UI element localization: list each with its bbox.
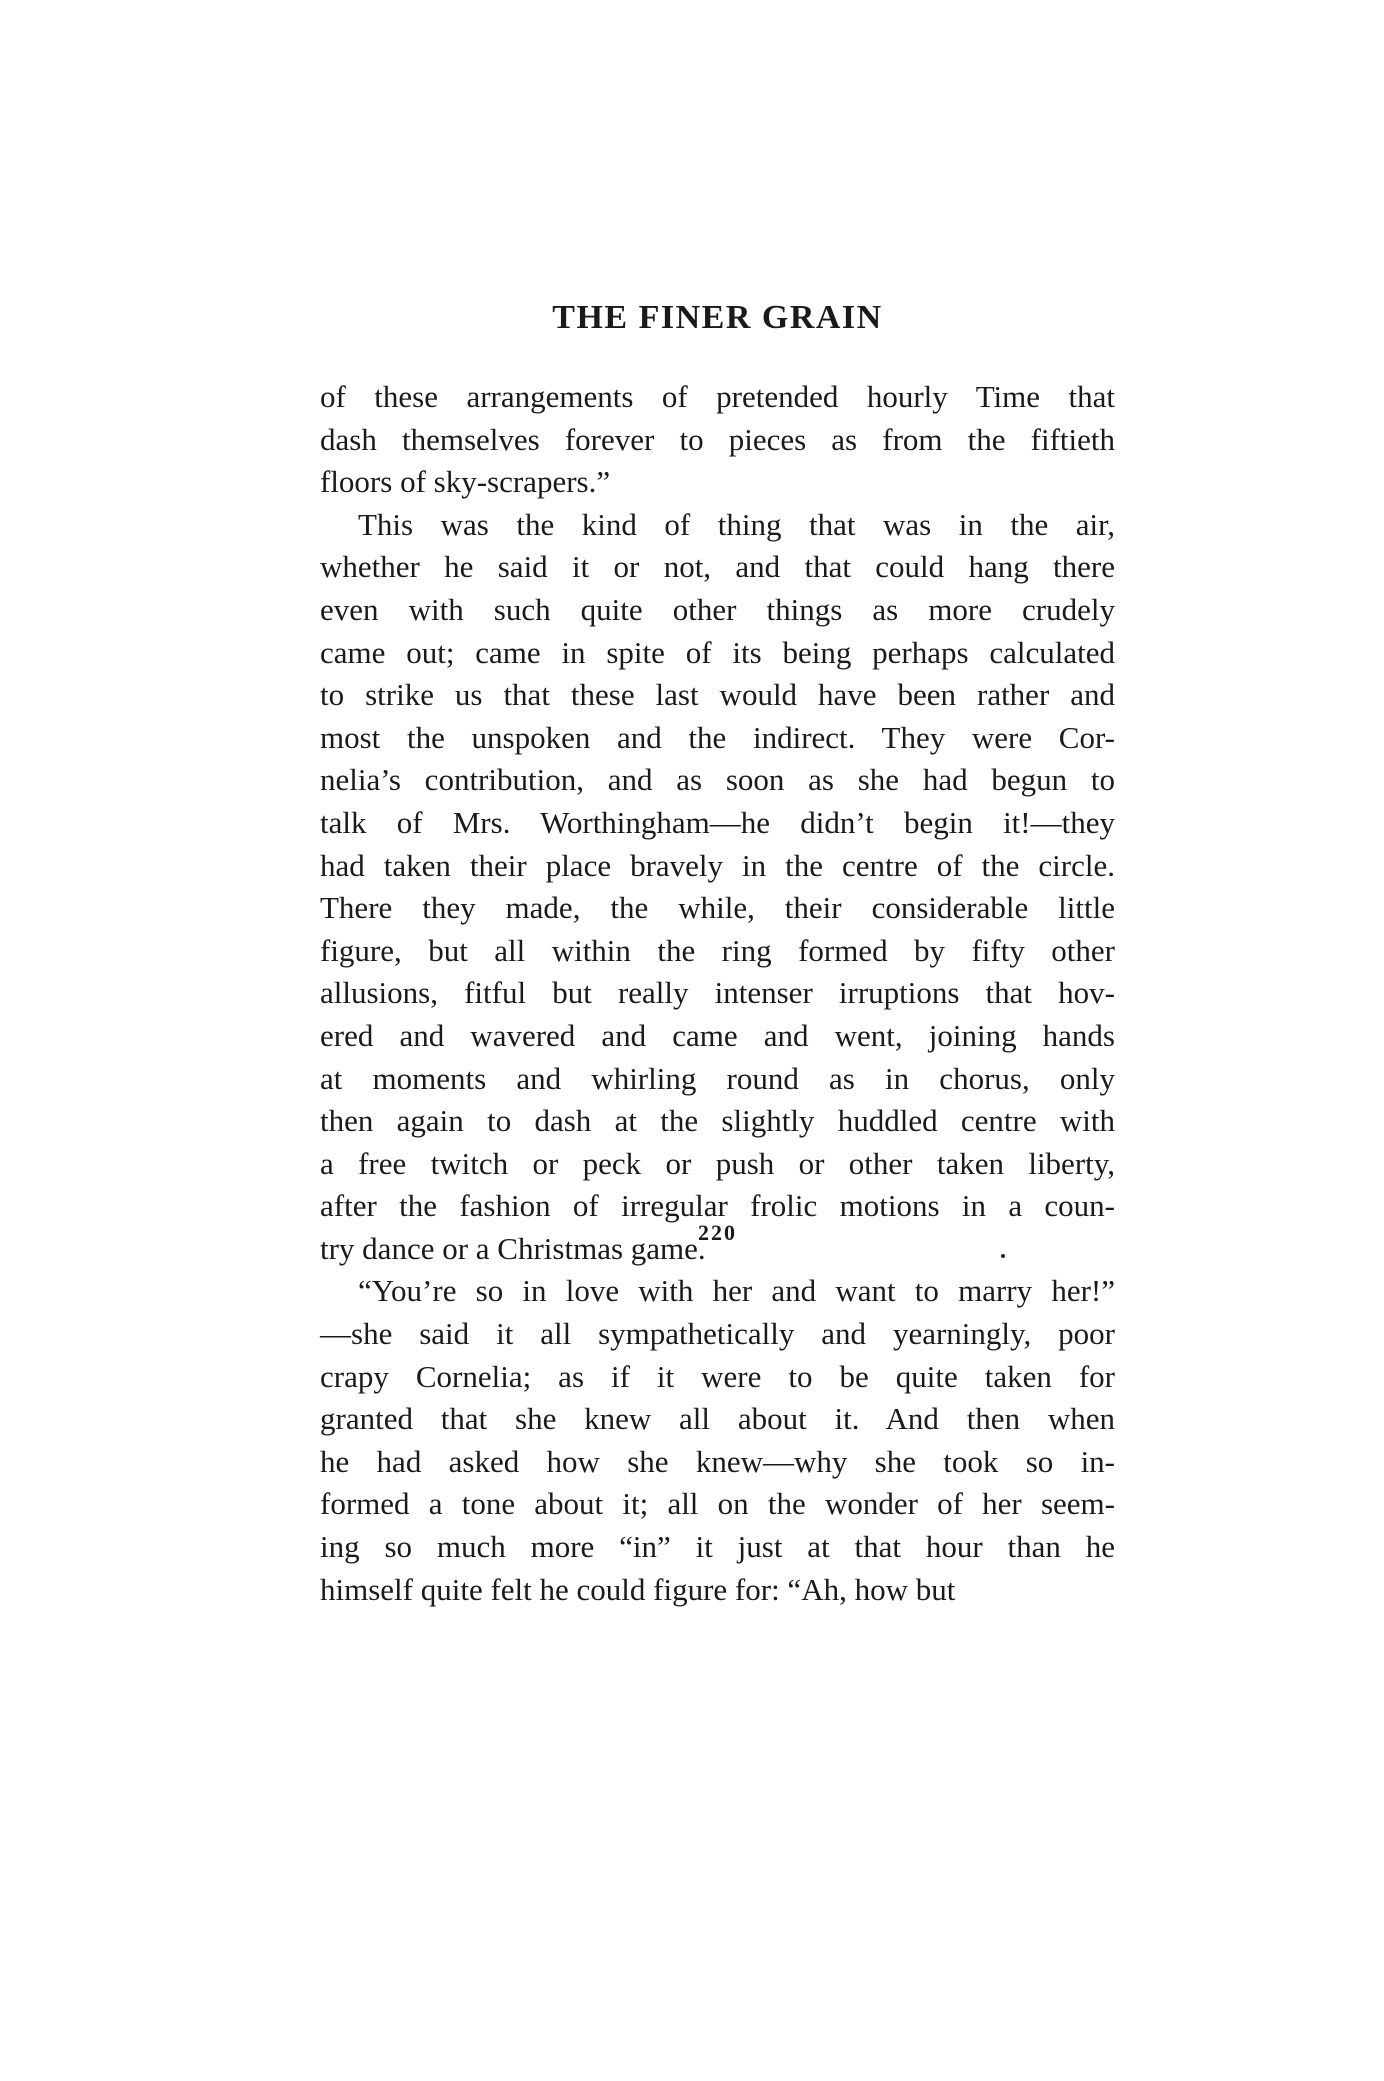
text-line: granted that she knew all about it. And then when	[320, 1401, 1115, 1437]
text-line: nelia’s contribution, and as soon as she had begun to	[320, 762, 1115, 798]
text-line: try dance or a Christmas game.	[320, 1230, 706, 1266]
page-number: 220	[698, 1220, 737, 1245]
text-line: whether he said it or not, and that could hang there	[320, 549, 1115, 585]
text-line: came out; came in spite of its being perhaps calculated	[320, 634, 1115, 670]
paragraph	[320, 504, 1115, 1271]
text-line: dash themselves forever to pieces as from the fiftieth	[320, 421, 1115, 457]
text-line: himself quite felt he could figure for: “Ah, how but	[320, 1571, 956, 1607]
print-speck	[1001, 1254, 1005, 1258]
text-line: ered and wavered and came and went, joining hands	[320, 1017, 1115, 1053]
text-line: to strike us that these last would have been rather and	[320, 677, 1115, 713]
text-line: at moments and whirling round as in chorus, only	[320, 1060, 1115, 1096]
text-line: figure, but all within the ring formed by fifty other	[320, 932, 1115, 968]
text-line: even with such quite other things as more crudely	[320, 591, 1115, 627]
text-line: floors of sky-scrapers.”	[320, 464, 611, 500]
text-line: There they made, the while, their considerable little	[320, 890, 1115, 926]
text-line: of these arrangements of pretended hourly Time that	[320, 379, 1115, 414]
text-line: had taken their place bravely in the centre of the circle.	[320, 847, 1115, 883]
paragraph	[320, 1270, 1115, 1611]
text-line: formed a tone about it; all on the wonder of her seem-	[320, 1486, 1115, 1522]
body-text	[320, 376, 1115, 1611]
paragraph	[320, 376, 1115, 504]
text-line: he had asked how she knew—why she took so in-	[320, 1443, 1115, 1479]
text-line: allusions, fitful but really intenser irruptions that hov-	[320, 975, 1115, 1011]
text-line: This was the kind of thing that was in the air,	[358, 506, 1115, 542]
running-head: THE FINER GRAIN	[552, 299, 883, 336]
text-line: a free twitch or peck or push or other taken liberty,	[320, 1145, 1115, 1181]
text-line: most the unspoken and the indirect. They were Cor-	[320, 719, 1115, 755]
text-line: “You’re so in love with her and want to marry her!”	[358, 1273, 1115, 1309]
text-line: after the fashion of irregular frolic motions in a coun-	[320, 1188, 1115, 1224]
text-line: —she said it all sympathetically and yearningly, poor	[320, 1316, 1115, 1352]
text-line: ing so much more “in” it just at that hour than he	[320, 1529, 1115, 1565]
text-line: then again to dash at the slightly huddled centre with	[320, 1103, 1115, 1139]
text-line: talk of Mrs. Worthingham—he didn’t begin it!—they	[320, 804, 1115, 840]
text-line: crapy Cornelia; as if it were to be quite taken for	[320, 1358, 1115, 1394]
